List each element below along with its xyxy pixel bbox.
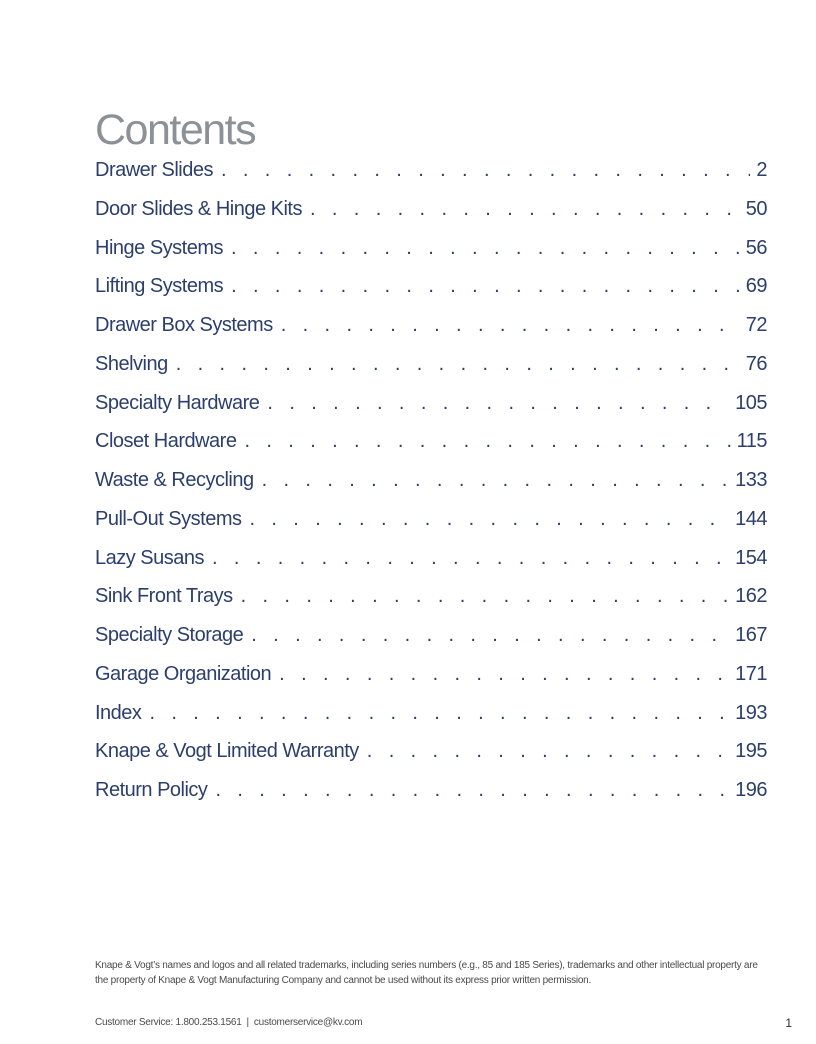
- toc-entry-door-slides-hinge-kits[interactable]: [95, 190, 767, 229]
- toc-entry-page: 105: [735, 391, 767, 414]
- toc-entry-waste-recycling[interactable]: [95, 461, 767, 500]
- toc-entry-page: 193: [735, 701, 767, 724]
- toc-entry-title: Knape & Vogt Limited Warranty: [95, 740, 359, 763]
- toc-dot-leader: [244, 422, 730, 461]
- toc-entry-page: 133: [735, 469, 767, 491]
- toc-dot-leader: [367, 732, 729, 771]
- toc-entry-page: 196: [735, 779, 767, 801]
- toc-dot-leader: [231, 229, 740, 268]
- toc-dot-leader: [310, 190, 740, 229]
- toc-entry-sink-front-trays[interactable]: [95, 577, 767, 616]
- toc-dot-leader: [262, 461, 730, 500]
- toc-dot-leader: [231, 267, 740, 306]
- toc-entry-closet-hardware[interactable]: [95, 422, 767, 461]
- footer-separator: |: [246, 1017, 249, 1028]
- toc-entry-page: 76: [745, 352, 767, 375]
- toc-entry-drawer-slides[interactable]: [95, 151, 767, 190]
- toc-dot-leader: [241, 577, 730, 616]
- toc-entry-title: Door Slides & Hinge Kits: [95, 197, 302, 220]
- toc-entry-page: 69: [745, 275, 767, 298]
- toc-entry-title: Sink Front Trays: [95, 585, 233, 608]
- toc-entry-title: Lazy Susans: [95, 546, 205, 569]
- toc-dot-leader: [149, 694, 729, 733]
- toc-dot-leader: [212, 539, 729, 578]
- page-number: 1: [785, 1016, 792, 1030]
- toc-entry-title: Shelving: [95, 352, 168, 375]
- toc-entry-garage-organization[interactable]: [95, 655, 767, 694]
- toc-entry-title: Index: [95, 701, 142, 724]
- toc-entry-title: Hinge Systems: [95, 236, 223, 259]
- toc-entry-title: Lifting Systems: [95, 275, 224, 298]
- toc-entry-title: Return Policy: [95, 779, 208, 801]
- table-of-contents: [95, 151, 767, 810]
- toc-dot-leader: [251, 616, 729, 655]
- toc-entry-shelving[interactable]: [95, 345, 767, 384]
- toc-entry-title: Specialty Storage: [95, 624, 244, 646]
- toc-entry-limited-warranty[interactable]: [95, 732, 767, 771]
- toc-entry-title: Drawer Slides: [95, 159, 213, 181]
- toc-entry-drawer-box-systems[interactable]: [95, 306, 767, 345]
- toc-entry-page: 162: [735, 585, 767, 608]
- toc-entry-title: Specialty Hardware: [95, 391, 260, 414]
- toc-entry-lazy-susans[interactable]: [95, 539, 767, 578]
- toc-entry-specialty-hardware[interactable]: [95, 384, 767, 423]
- toc-entry-page: 171: [735, 662, 767, 685]
- toc-entry-index[interactable]: [95, 694, 767, 733]
- toc-entry-page: 167: [735, 624, 767, 646]
- customer-service-phone[interactable]: Customer Service: 1.800.253.1561: [95, 1017, 242, 1028]
- toc-entry-title: Waste & Recycling: [95, 469, 254, 491]
- footer-contact: [95, 1017, 362, 1028]
- toc-entry-title: Drawer Box Systems: [95, 314, 273, 336]
- toc-entry-page: 50: [745, 197, 767, 220]
- toc-entry-page: 72: [745, 314, 767, 336]
- toc-dot-leader: [176, 345, 740, 384]
- toc-dot-leader: [267, 384, 729, 423]
- toc-entry-page: 195: [735, 740, 767, 763]
- toc-entry-page: 144: [735, 507, 767, 530]
- toc-entry-pull-out-systems[interactable]: [95, 500, 767, 539]
- toc-entry-page: 154: [735, 546, 767, 569]
- toc-entry-return-policy[interactable]: [95, 771, 767, 810]
- toc-entry-hinge-systems[interactable]: [95, 229, 767, 268]
- toc-entry-title: Pull-Out Systems: [95, 507, 242, 530]
- toc-dot-leader: [279, 655, 729, 694]
- toc-entry-title: Closet Hardware: [95, 430, 237, 453]
- toc-dot-leader: [249, 500, 729, 539]
- toc-entry-title: Garage Organization: [95, 662, 272, 685]
- legal-notice: Knape & Vogt’s names and logos and all related trademarks, including series numbers (e.g., 85 and 185 Series), trademarks and other intellectual property are the property of Knape & Vogt Manufacturing Company and cannot be used without its express prior written permission.: [95, 960, 758, 986]
- toc-dot-leader: [221, 151, 750, 190]
- toc-dot-leader: [281, 306, 740, 345]
- toc-dot-leader: [215, 771, 729, 810]
- customer-service-email[interactable]: customerservice@kv.com: [253, 1017, 363, 1028]
- toc-entry-page: 56: [745, 236, 767, 259]
- toc-entry-page: 115: [736, 430, 767, 453]
- toc-entry-page: 2: [756, 159, 767, 181]
- toc-entry-specialty-storage[interactable]: [95, 616, 767, 655]
- page-title: Contents: [95, 106, 256, 154]
- toc-entry-lifting-systems[interactable]: [95, 267, 767, 306]
